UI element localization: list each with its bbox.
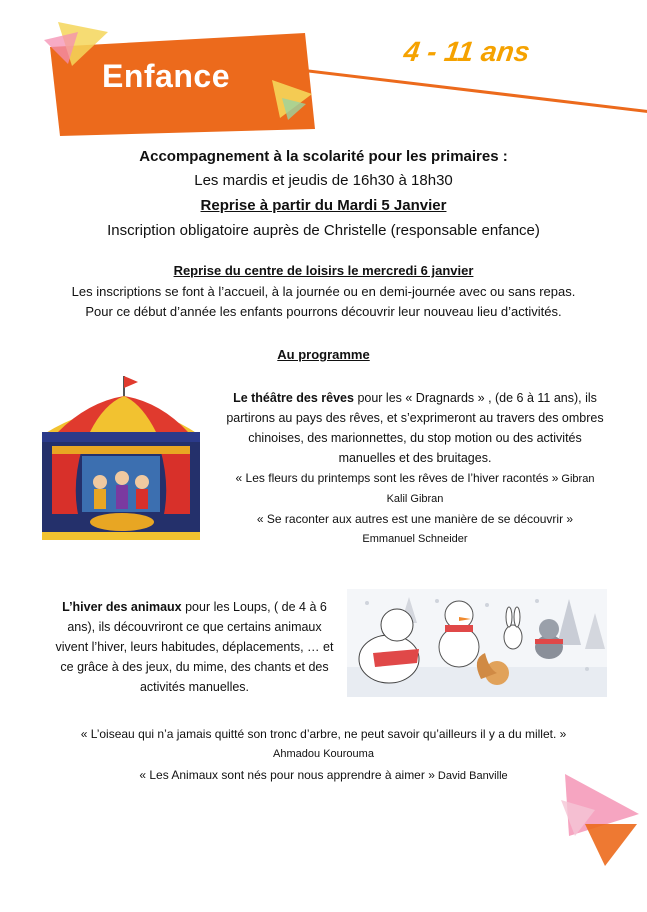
theatre-title: Le théâtre des rêves xyxy=(233,391,354,405)
theatre-quote1-author: Kalil Gibran xyxy=(386,493,444,505)
theatre-line-1: Le théâtre des rêves pour les « Dragnards » , (de 6 à 11 ans), ils xyxy=(233,391,597,405)
closing-quote1: « L’oiseau qui n’a jamais quitté son tronc d’arbre, ne peut savoir qu’ailleurs il y a du millet. » xyxy=(80,727,567,741)
loisirs-line2: Pour ce début d’année les enfants pourrons découvrir leur nouveau lieu d’activités. xyxy=(85,304,562,319)
animaux-line-5: activités manuelles. xyxy=(139,680,250,694)
theatre-quote2-author: Emmanuel Schneider xyxy=(362,533,468,545)
loisirs-title: Reprise du centre de loisirs le mercredi 6 janvier xyxy=(173,263,474,278)
intro-reprise: Reprise à partir du Mardi 5 Janvier xyxy=(200,197,447,214)
intro-inscription: Inscription obligatoire auprès de Christelle (responsable enfance) xyxy=(107,222,540,239)
theatre-quote1: « Les fleurs du printemps sont les rêves de l’hiver racontés » Gibran xyxy=(235,471,595,485)
animaux-line-3: vivent l’hiver, leurs habitudes, déplacements, … et xyxy=(55,640,334,654)
orange-rule-line xyxy=(300,66,647,116)
theatre-paragraph xyxy=(205,388,625,549)
winter-animals-image xyxy=(347,589,607,697)
decor-triangles-bottom-right xyxy=(555,770,647,870)
programme-title: Au programme xyxy=(277,347,370,362)
animaux-line-2: ans), ils découvriront ce que certains animaux xyxy=(67,620,322,634)
theatre-line-4: manuelles et des bruitages. xyxy=(338,451,492,465)
closing-quote1-author: Ahmadou Kourouma xyxy=(273,748,374,760)
animaux-paragraph xyxy=(42,597,347,697)
animaux-line-1: L’hiver des animaux pour les Loups, ( de 4 à 6 xyxy=(62,600,327,614)
theatre-line-2: partirons au pays des rêves, et s’exprimeront au travers des ombres xyxy=(226,411,604,425)
age-range: 4 - 11 ans xyxy=(401,36,532,67)
intro-schedule: Les mardis et jeudis de 16h30 à 18h30 xyxy=(194,172,453,189)
intro-heading: Accompagnement à la scolarité pour les primaires : xyxy=(139,148,508,165)
closing-quote2: « Les Animaux sont nés pour nous apprendre à aimer » David Banville xyxy=(139,768,508,782)
theatre-quote2: « Se raconter aux autres est une manière de se découvrir » xyxy=(256,512,574,526)
animaux-line-4: ce grâce à des jeux, du mime, des chants et des xyxy=(60,660,329,674)
banner-title: Enfance xyxy=(102,58,230,94)
puppet-theatre-image xyxy=(38,374,203,542)
loisirs-line1: Les inscriptions se font à l’accueil, à la journée ou en demi-journée avec ou sans repas. xyxy=(71,284,576,299)
theatre-line-3: chinoises, des marionnettes, du stop motion ou des activités xyxy=(248,431,582,445)
animaux-title: L’hiver des animaux xyxy=(62,600,182,614)
